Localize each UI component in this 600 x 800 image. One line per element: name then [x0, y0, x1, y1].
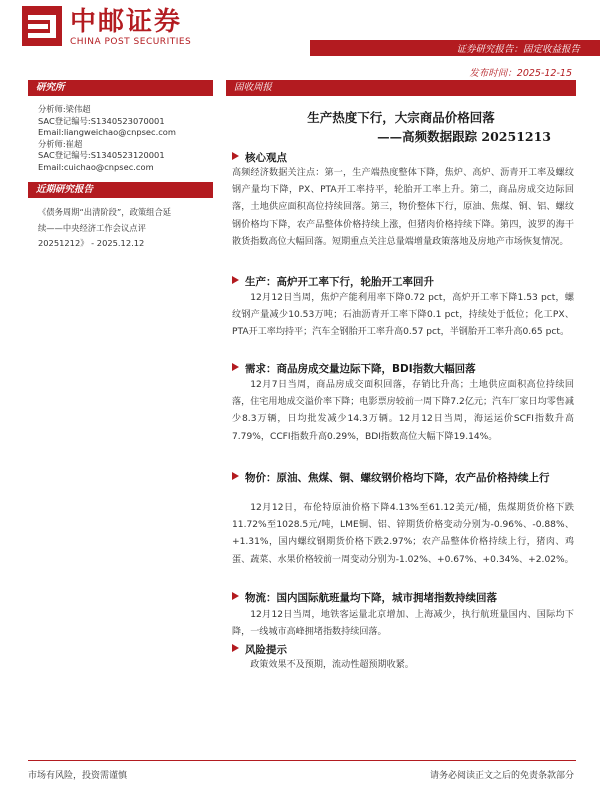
section-paragraph: 12月12日当周，地铁客运量北京增加、上海减少，执行航班量国内、国际均下降，一线城市高峰拥堵指数持续回落。: [232, 610, 574, 638]
footer-disclaimer-note: 请务必阅读正文之后的免责条款部分: [429, 771, 574, 781]
bullet-icon: [232, 276, 239, 284]
section-paragraph: 12月12日当周，焦炉产能利用率下降0.72 pct，高炉开工率下降1.53 pct，螺纹钢产量减少10.53万吨；石油沥青开工率下降0.1 pct，持续处于低位；化工PX、PTA开工率均持平；汽车全钢胎开工率升高0.57 pct，半钢胎开工率升高0.65 pct。: [232, 293, 574, 338]
section-paragraph: 12月12日，布伦特原油价格下降4.13%至61.12美元/桶，焦煤期货价格下跌11.72%至1028.5元/吨，LME铜、铝、锌期货价格变动分别为-0.96%、-0.88%、+1.31%，国内螺纹钢期货价格下跌2.97%；农产品整体价格持续上行，猪肉、鸡蛋、蔬菜、水果价格较前一周变动分别为-1.02%、+0.67%、+0.34%、+2.02%。: [232, 503, 574, 565]
analyst-line: SAC登记编号:S1340523120001: [38, 150, 165, 161]
section-heading: 风险提示: [232, 643, 572, 658]
section-heading: 物流：国内国际航班量均下降，城市拥堵指数持续回落: [232, 591, 572, 606]
section-heading: 核心观点: [232, 151, 572, 166]
china-post-logo-icon: [22, 6, 62, 46]
recent-report-line: 续——中央经济工作会议点评: [38, 222, 146, 233]
analyst-email[interactable]: Email:cuichao@cnpsec.com: [38, 161, 154, 172]
report-type: 证券研究报告：固定收益报告: [456, 44, 580, 55]
footer-divider: [28, 760, 576, 761]
recent-report-item[interactable]: [38, 205, 216, 252]
section-heading: 生产：高炉开工率下行，轮胎开工率回升: [232, 275, 572, 290]
logo-english-name: CHINA POST SECURITIES: [70, 37, 192, 47]
recent-report-line: 20251212》 - 2025.12.12: [38, 238, 145, 248]
section-paragraph: 高频经济数据关注点：第一，生产端热度整体下降，焦炉、高炉、沥青开工率及螺纹钢产量均下降，PX、PTA开工率持平，轮胎开工率上升。第二，商品房成交边际回落，土地供应面积高位持续回落。第三，物价整体下行，原油、焦煤、铜、铝、螺纹钢价格均下降，农产品整体价格持续上涨，但猪肉价格持续下降。第四，波罗的海干散货指数高位大幅回落。短期重点关注总量端增量政策落地及房地产市场恢复情况。: [232, 168, 574, 247]
bullet-icon: [232, 644, 239, 652]
report-title: 生产热度下行，大宗商品价格回落: [307, 110, 495, 125]
recent-reports-header: 近期研究报告: [28, 182, 213, 198]
bullet-icon: [232, 472, 239, 480]
column-label: 固收周报: [226, 80, 576, 96]
analyst-info: [38, 104, 216, 174]
analyst-email[interactable]: Email:liangweichao@cnpsec.com: [38, 127, 176, 138]
report-type-band: [310, 40, 600, 56]
research-institute-header: 研究所: [28, 80, 213, 96]
analyst-line: 分析师:梁伟超: [38, 104, 91, 114]
footer-risk-note: 市场有风险，投资需谨慎: [28, 771, 128, 781]
publish-date: 发布时间：2025-12-15: [469, 68, 572, 79]
analyst-line: 分析师:崔超: [38, 138, 83, 149]
section-paragraph: 12月7日当周，商品房成交面积回落，存销比升高；土地供应面积高位持续回落，住宅用地成交溢价率下降；电影票房较前一周下降7.2亿元；汽车厂家日均零售减少8.3万辆，日均批发减少14.3万辆。12月12日当周，海运运价SCFI指数升高7.79%，CCFI指数升高0.29%，BDI指数高位大幅下降19.14%。: [232, 380, 574, 442]
logo: [22, 6, 222, 48]
bullet-icon: [232, 363, 239, 371]
section-heading: 需求：商品房成交量边际下降，BDI指数大幅回落: [232, 362, 572, 377]
section-paragraph: 政策效果不及预期，流动性超预期收紧。: [250, 660, 414, 670]
report-subtitle: ——高频数据跟踪 20251213: [377, 129, 551, 144]
analyst-line: SAC登记编号:S1340523070001: [38, 115, 165, 126]
bullet-icon: [232, 152, 239, 160]
bullet-icon: [232, 592, 239, 600]
section-heading: 物价：原油、焦煤、铜、螺纹钢价格均下降，农产品价格持续上行: [232, 471, 572, 486]
logo-chinese-name: 中邮证券: [70, 7, 183, 37]
recent-report-line: 《债务周期“出清阶段”，政策组合延: [38, 207, 172, 217]
